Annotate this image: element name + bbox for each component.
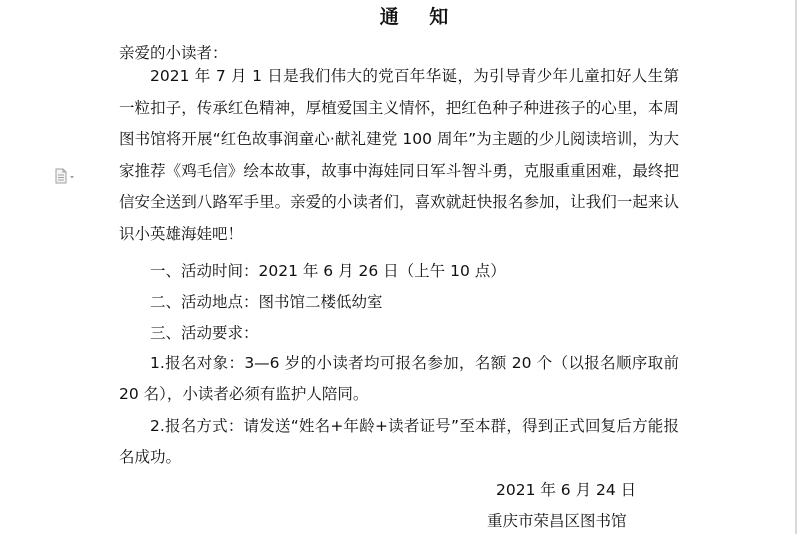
activity-place: 二、活动地点：图书馆二楼低幼室 (150, 293, 383, 311)
intro-paragraph: 2021 年 7 月 1 日是我们伟大的党百年华诞，为引导青少年儿童扣好人生第一粒扣子，传承红色精神，厚植爱国主义情怀，把红色种子种进孩子的心里，本周图书馆将开展“红色故事润童心·献礼建党 100 周年”为主题的少儿阅读培训，为大家推荐《鸡毛信》绘本故事，故事中海娃同日军斗智斗勇，克服重重困难，最终把信安全送到八路军手里。亲爱的小读者们，喜欢就赶快报名参加，让我们一起来认识小英雄海娃吧！ (119, 67, 679, 243)
signature-date: 2021 年 6 月 24 日 (496, 481, 637, 499)
requirement-item-2: 2.报名方式：请发送“姓名+年龄+读者证号”至本群，得到正式回复后方能报名成功。 (119, 417, 679, 466)
signature-organization: 重庆市荣昌区图书馆 (487, 512, 627, 530)
requirement-item-1: 1.报名对象：3—6 岁的小读者均可报名参加，名额 20 个（以报名顺序取前 20 名），小读者必须有监护人陪同。 (119, 354, 679, 403)
document-options-icon[interactable] (55, 168, 77, 184)
salutation: 亲爱的小读者： (119, 44, 228, 62)
activity-requirements-heading: 三、活动要求： (150, 324, 259, 342)
activity-time: 一、活动时间：2021 年 6 月 26 日（上午 10 点） (150, 262, 506, 280)
document-title: 通 知 (379, 6, 461, 28)
